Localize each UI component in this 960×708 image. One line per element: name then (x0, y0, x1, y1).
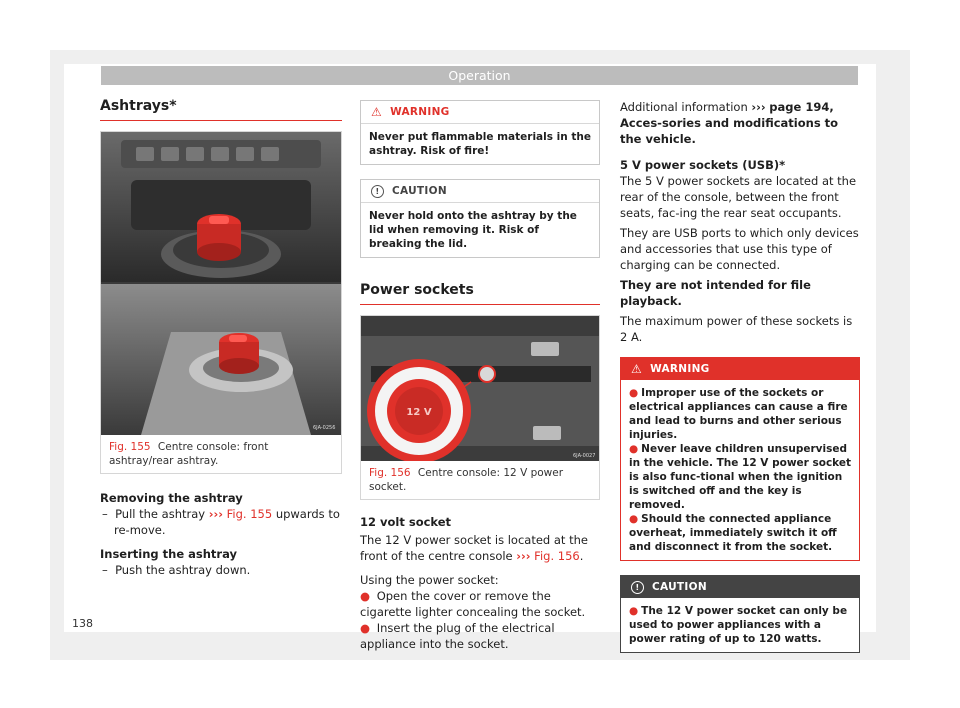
section-title-ashtrays: Ashtrays* (100, 96, 342, 121)
bullet-icon: ● (629, 513, 639, 525)
bullet-icon: ● (629, 605, 639, 617)
usb-text-3: They are not intended for file playback. (620, 278, 811, 308)
dash-marker: – (102, 563, 108, 577)
removing-step-text: Pull the ashtray (115, 507, 206, 521)
bullet-icon: ● (360, 589, 371, 603)
bullet-text: Open the cover or remove the cigarette lighter concealing the socket. (360, 589, 586, 619)
info-text: Additional information (620, 100, 748, 114)
figure-155-link[interactable]: Fig. 155 (226, 507, 273, 521)
figure-155 (100, 131, 342, 474)
removing-step (100, 506, 342, 538)
warning-item-text: Should the connected appliance overheat, immediately switch it off and disconnect it from the socket. (629, 513, 837, 553)
socket-photo (361, 316, 599, 461)
figure-caption-text: Centre console: front ashtray/rear ashtray. (109, 441, 269, 467)
figure-code: 6JA-0027 (573, 453, 596, 459)
ashtray-photo (101, 132, 341, 435)
additional-info (620, 99, 860, 147)
figure-caption (361, 461, 599, 499)
section-title-power-sockets: Power sockets (360, 280, 600, 305)
warning-text: Never put flammable materials in the ashtray. Risk of fire! (369, 131, 591, 157)
caution-label: CAUTION (652, 581, 707, 593)
usb-title: 5 V power sockets (USB)* (620, 158, 786, 172)
volt-text-start: The 12 V power socket is located at the front of the centre console (360, 533, 588, 563)
caution-header (621, 576, 859, 598)
figure-156-link[interactable]: Fig. 156 (534, 549, 580, 563)
figure-156 (360, 315, 600, 500)
warning-header (361, 101, 599, 124)
warning-list (621, 380, 859, 560)
inserting-step-text: Push the ashtray down. (115, 563, 251, 577)
chapter-header: Operation (101, 66, 858, 85)
caution-item-1 (629, 604, 851, 646)
bullet-icon: ● (629, 443, 639, 455)
dash-marker: – (102, 507, 108, 521)
figure-caption (101, 435, 341, 473)
caution-list (621, 598, 859, 652)
volt-text (360, 532, 600, 564)
column-usb (620, 99, 860, 653)
warning-label: WARNING (650, 363, 710, 375)
warning-item-2 (629, 442, 851, 512)
ref-arrow: ››› (751, 100, 766, 114)
warning-item-3 (629, 512, 851, 554)
ashtray-illustration (101, 132, 341, 435)
column-power-sockets (360, 100, 600, 652)
caution-circle-icon: ! (371, 185, 384, 198)
caution-label: CAUTION (392, 185, 447, 197)
inserting-title: Inserting the ashtray (100, 547, 237, 561)
socket-illustration (361, 316, 599, 461)
bullet-icon: ● (360, 621, 371, 635)
caution-box-sockets (620, 575, 860, 653)
warning-item-text: Improper use of the sockets or electrical appliances can cause a fire and lead to burns and other serious injuries. (629, 387, 848, 441)
volt-title: 12 volt socket (360, 515, 452, 529)
caution-header (361, 180, 599, 203)
volt-text-end: . (579, 549, 584, 563)
using-title: Using the power socket: (360, 573, 499, 587)
page-194-link[interactable]: page 194, Acces-sories and modifications to the vehicle. (620, 100, 839, 146)
caution-text: Never hold onto the ashtray by the lid when removing it. Risk of breaking the lid. (369, 210, 577, 250)
warning-box-sockets (620, 357, 860, 561)
socket-label: 12 V (406, 407, 432, 418)
page-number: 138 (72, 617, 93, 630)
figure-code: 6JA-0256 (313, 425, 336, 431)
usb-text-1: The 5 V power sockets are located at the rear of the console, between the front seats, fac-ing the rear seat occupants. (620, 174, 857, 220)
caution-circle-icon: ! (631, 581, 644, 594)
warning-header (621, 358, 859, 380)
removing-title: Removing the ashtray (100, 491, 243, 505)
caution-box-ashtray (360, 179, 600, 258)
usb-text-4: The maximum power of these sockets is 2 A. (620, 314, 853, 344)
warning-item-text: Never leave children unsupervised in the vehicle. The 12 V power socket is also func-tional when the ignition is switched off and the key is removed. (629, 443, 852, 511)
bullet-text: Insert the plug of the electrical appliance into the socket. (360, 621, 555, 651)
figure-number: Fig. 156 (369, 467, 411, 479)
ref-arrow: ››› (516, 549, 531, 563)
warning-box-ashtray (360, 100, 600, 165)
warning-triangle-icon: ⚠ (631, 362, 643, 376)
column-ashtrays (100, 96, 342, 578)
inserting-step (100, 562, 342, 578)
ref-arrow: ››› (208, 507, 223, 521)
caution-item-text: The 12 V power socket can only be used to power appliances with a power rating of up to 120 watts. (629, 605, 848, 645)
using-bullet-2 (360, 620, 600, 652)
bullet-icon: ● (629, 387, 639, 399)
warning-label: WARNING (390, 106, 450, 118)
usb-text-2: They are USB ports to which only devices and accessories that use this type of charging can be connected. (620, 226, 859, 272)
warning-triangle-icon: ⚠ (371, 105, 383, 119)
warning-item-1 (629, 386, 851, 442)
figure-caption-text: Centre console: 12 V power socket. (369, 467, 564, 493)
removing-step-text-end: upwards to re-move. (114, 507, 340, 537)
figure-number: Fig. 155 (109, 441, 151, 453)
using-bullet-1 (360, 588, 600, 620)
